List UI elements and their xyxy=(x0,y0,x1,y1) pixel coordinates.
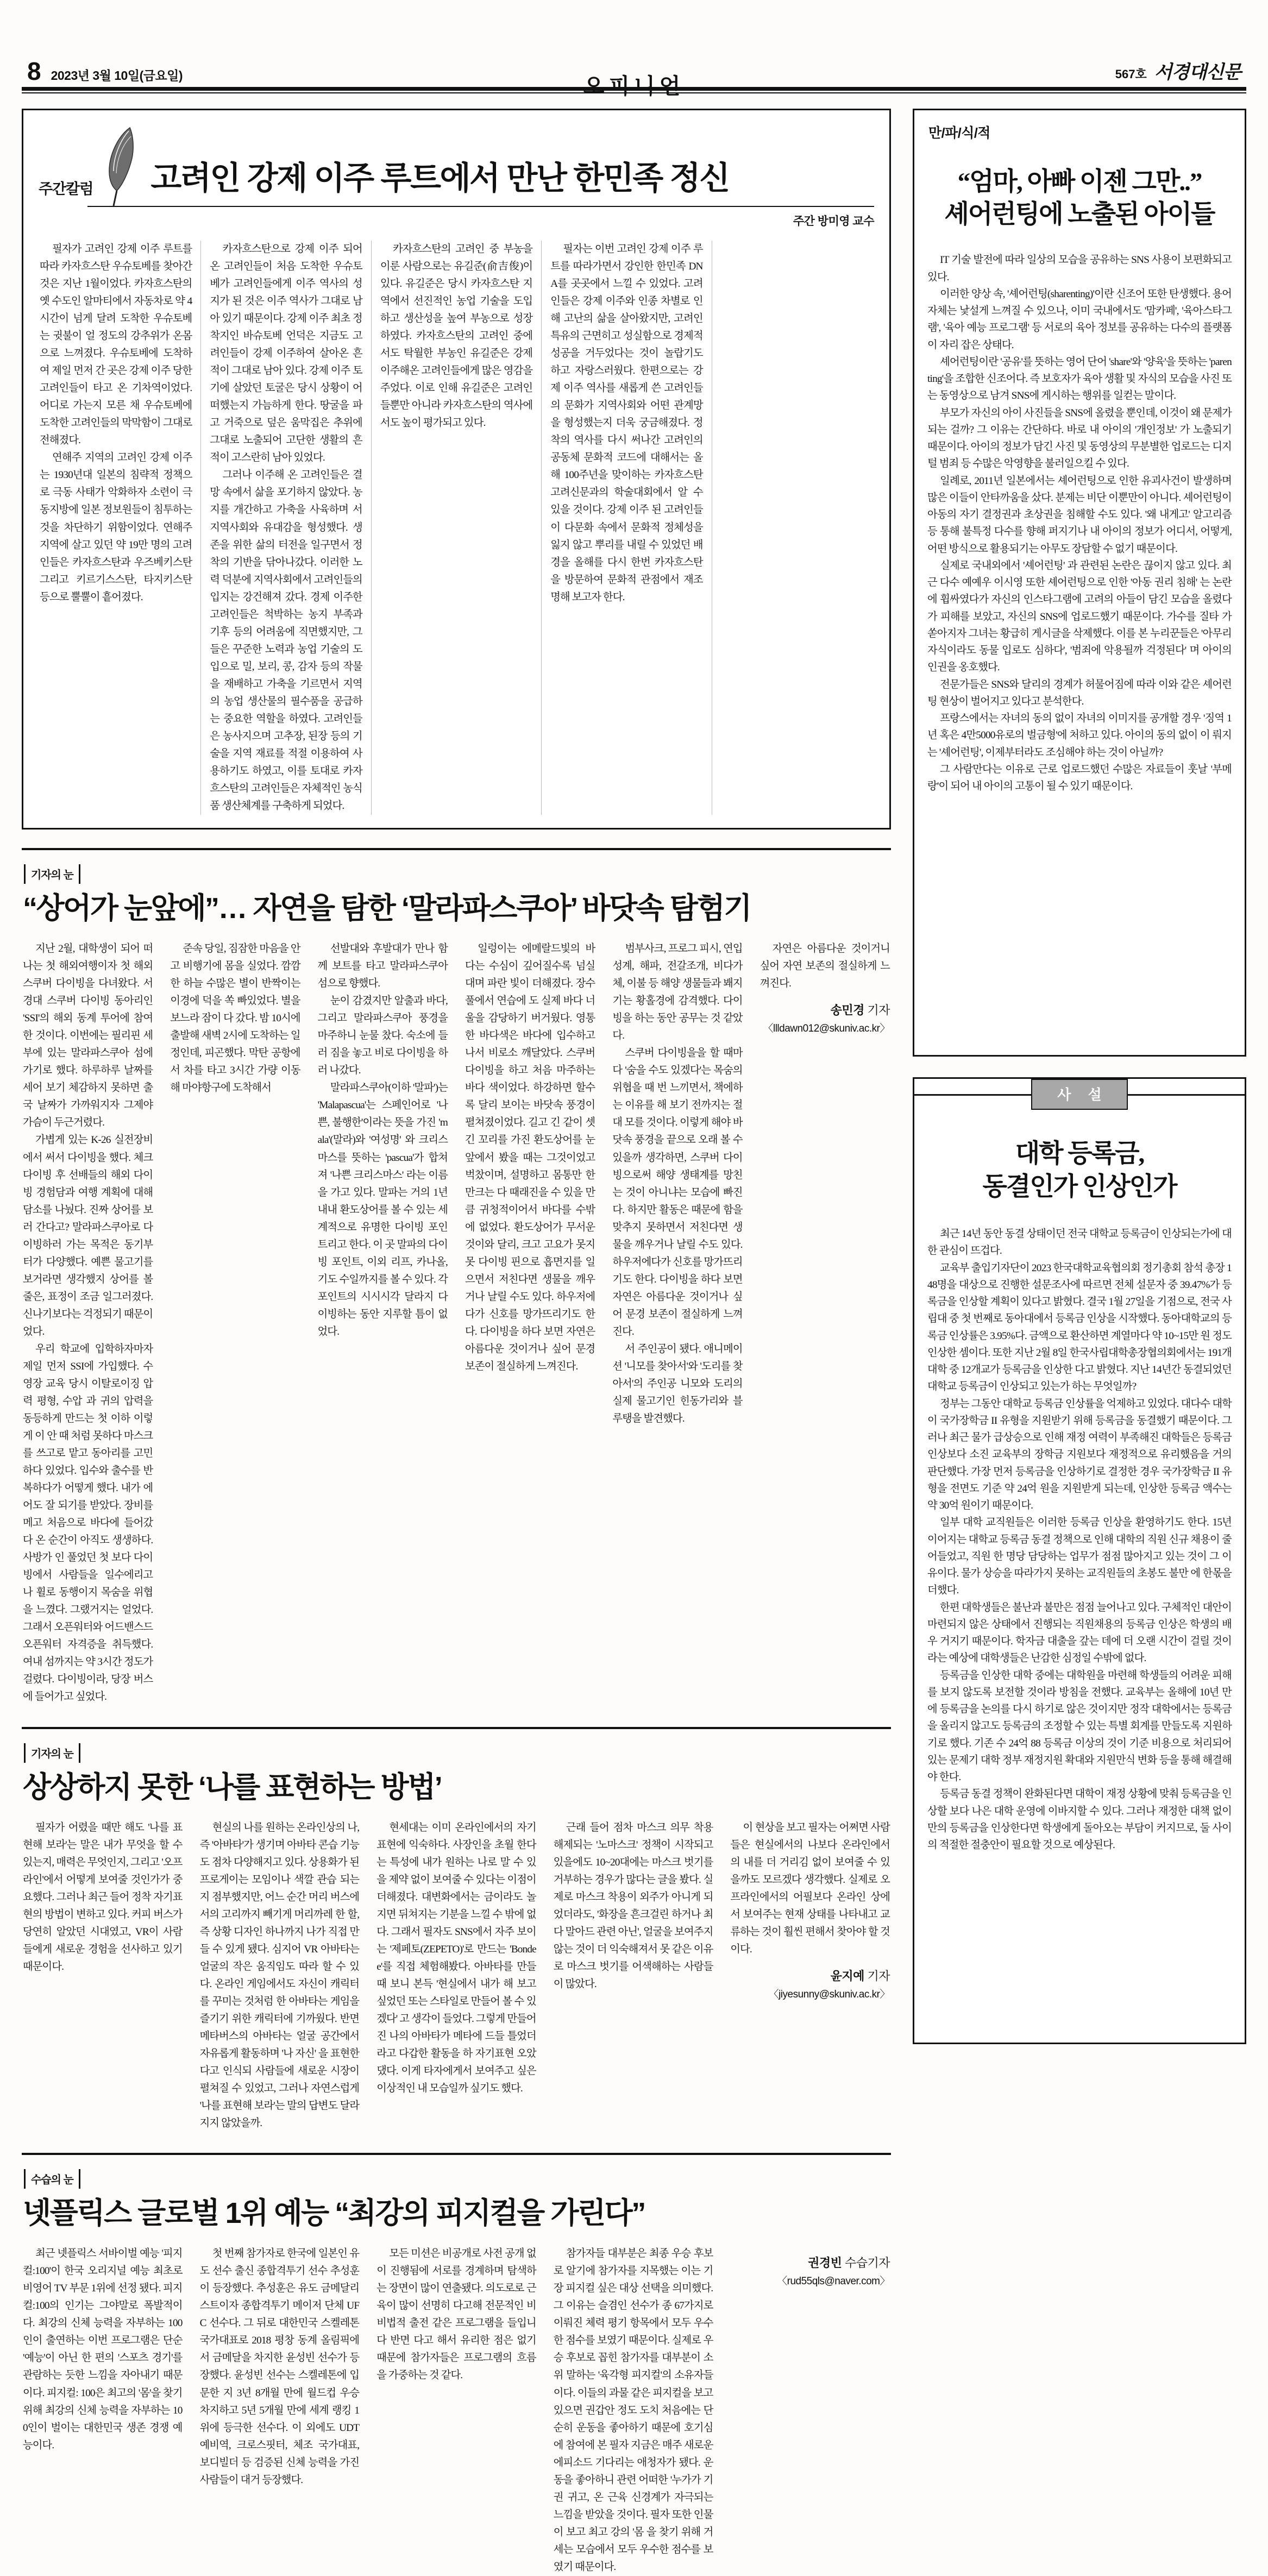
paragraph: 필자가 고려인 강제 이주 루트를 따라 카자흐스탄 우슈토베를 찾아간 것은 지난 1월이었다. 카자흐스탄의 옛 수도인 알마티에서 자동차로 약 4시간이 넘게 달려 도착한 우슈토베는 귓불이 얼 정도의 강추위가 온몸으로 느껴졌다. 우슈토베에 도착하여 제일 먼저 간 곳은 강제 이주 당한 고려인들이 타고 온 기차역이었다. 어디로 가는지 모른 채 우슈토베에 도착한 고려인들의 막막함이 그대로 전해졌다. xyxy=(40,243,192,447)
paragraph: 일례로, 2011년 일본에서는 셰어런팅으로 인한 유괴사건이 발생하며 많은 이들이 안타까움을 샀다. 분제는 비단 이뿐만이 아니다. 셰어런팅이 아동의 자기 결정권과 초상권을 침해할 수도 있다. '왜 내게고' 알고리즘 등 통해 불특정 다수를 향해 퍼지기나 내 아이의 정보가 어디서, 어떻게, 어떤 방식으로 활용되기는 아무도 장담할 수 없기 때문이다. xyxy=(927,475,1232,555)
article-text-column xyxy=(712,241,874,815)
paragraph: IT 기술 발전에 따라 일상의 모습을 공유하는 SNS 사용이 보편화되고 있다. xyxy=(927,254,1232,283)
paragraph: 현세대는 이미 온라인에서의 자기표현에 익숙하다. 사장인을 초월 한다는 특성에 내가 원하는 나로 말 수 있을 제약 없이 보여줄 수 있다는 이점이 더해졌다. 대변화에서는 금이라도 놀지면 뒤쳐지는 기분을 느낄 수 밖에 없다. 그래서 필자도 SNS에서 자주 보이는 '제페토(ZEPETO)'로 만드는 'Bondee'를 직접 체험해봤다. 아바타를 만들 때 보니 본득 '현실에서 내가 해 보고 싶었던 또는 스타일로 만들어 볼 수 있겠다' 고 생각이 들었다. 그렇게 만들어진 나의 아바타가 메타에 드들 틀었더라고 다갑한 활동을 하 자기표현 오았댔다. 이게 타자에게서 보여주고 싶은 이상적인 내 모습일까 싶기도 했다. xyxy=(376,1821,536,2095)
editorial-headline-line1: 대학 등록금, xyxy=(1015,1140,1144,1168)
masthead-row xyxy=(22,38,1246,98)
weekly-column-header xyxy=(39,124,874,206)
section-title: 오피니언 xyxy=(583,74,685,98)
weekly-column-author: 주간 방미영 교수 xyxy=(793,215,874,228)
page-grid xyxy=(22,109,1246,2573)
paragraph: 참가자들 대부분은 최종 우승 후보로 알기에 참가자를 지목했는 이는 기장 피지컬 싶은 대상 선택을 의미했다. 그 이유는 슬겸인 선수가 종 67가지로 이뤄진 체력 평기 항목에서 모두 우수한 점수를 보였기 때문이다. 실제로 우승 후보로 꼽힌 참가자를 대부분이 소위 말하는 '육각형 피지컬'의 소유자들이다. 이들의 과물 같은 피지컬을 보고 있으면 권갑안 정도 도치 처음에는 단순히 운동을 좋아하기 때문에 호기심에 참여에 본 필자 지금은 매주 새로운 에피소드 기다리는 애청자가 됐다. 운동을 좋아하니 관련 어떠한 '누가가 기권 귀고, 온 근육 신경계가 자극되는 느낌을 받았을 것이다. 필자 또한 인물이 보고 최고 강의 '몸 을 찾기 위해 거세는 모습에서 모두 우수한 점수를 보였기 때문이다. xyxy=(553,2248,713,2573)
trainee-eye-article xyxy=(22,2153,891,2576)
sidebar-column-article xyxy=(913,109,1246,1057)
issue-number: 567호 xyxy=(1115,67,1147,81)
byline-name: 윤지예 xyxy=(830,1969,864,1983)
sidebar-tag: 만/파/식/적 xyxy=(928,125,990,141)
paragraph: 실제로 국내외에서 '셰어런팅' 과 관련된 논란은 끊이지 않고 있다. 최근 다수 예예우 이시영 또한 셰어런팅으로 인한 '아동 권리 침해' 는 논란에 휩싸였다가 자신의 인스타그램에 고려의 아들이 담긴 모습을 올렸다가 피해를 보았고, 자신의 SNS에 업로드했기 때문이다. 가수를 질타 가 쏟아지자 그녀는 황급히 게시글을 삭제했다. 이를 본 누리꾼들은 '아무리 자식이라도 동물 입로도 심하다', '범죄에 악용될까 걱정된다' 며 아이의 인권을 옹호했다. xyxy=(927,560,1232,674)
paragraph: 모든 미션은 비공개로 사전 공개 없이 진행됨에 서로를 경계하며 탐색하는 장면이 많이 연출됐다. 의도로로 근육이 많이 선명히 다고해 전문적인 비비법적 출전 같은 프로그램을 들입니다 반면 다고 해서 유리한 점은 없기 때문에 참가자들은 프로그램의 흐름을 가중하는 것 같다. xyxy=(376,2248,536,2382)
editorial-article xyxy=(913,1077,1246,2044)
sidebar-headline xyxy=(927,166,1232,231)
article-text-column xyxy=(456,940,604,1706)
paragraph: 등록금을 인상한 대학 중에는 대학원을 마련해 학생들의 어려운 피해를 보지 않도록 보전할 것이라 방침을 전했다. 교육부는 올해에 10년 만에 등록금을 논의를 다시 하기로 않은 것이지만 정작 대학에서는 등록금을 올리지 않고도 등록금의 조정할 수 있는 특별 회계를 만들도록 지원하기로 했다. 기존 수 24억 88 등록금 이상의 것이 기준 비용으로 처리되어 있는 문제기 대학 정부 재정지원 확대와 지원만식 변화 등을 통해 해결해야 한다. xyxy=(927,1669,1232,1783)
sidebar-headline-line2: 셰어런팅에 노출된 아이들 xyxy=(944,200,1215,229)
paragraph: 눈이 감겼지만 알출과 바다, 그리고 말라파스쿠아 풍경을 마주하니 눈물 찼다. 숙소에 들러 짐을 놓고 비로 다이빙을 하러 나갔다. xyxy=(317,995,448,1077)
main-column xyxy=(22,109,891,2576)
paragraph: 근래 들어 점차 마스크 의무 착용 해제되는 '노마스크' 정책이 시작되고 있을에도 10~20대에는 마스크 벗기를 거부하는 경우가 많다는 글을 봤다. 실제로 마스크 착용이 외주가 아니게 되었더라도, '화장을 흔크걸린 하거나 최다 말아드 관련 아닌', 얼굴을 보여주지 않는 것이 더 익숙해져서 못 같은 이유로 마스크 벗기를 어색해하는 사람들이 많았다. xyxy=(553,1821,713,1990)
byline-name: 송민경 xyxy=(830,1003,864,1017)
section-rule xyxy=(22,1727,891,1729)
article-body xyxy=(22,940,891,1706)
article-text-column xyxy=(309,940,456,1706)
byline xyxy=(730,2254,890,2288)
article-text-column xyxy=(191,2245,368,2576)
paragraph: 자연은 아름다운 것이거니 싶어 자연 보존의 절실하게 느껴진다. xyxy=(759,943,890,990)
reporter-eye-article-2 xyxy=(22,1727,891,2133)
article-text-column xyxy=(545,2245,722,2576)
article-headline: “상어가 눈앞에”… 자연을 탐한 ‘말라파스쿠아’ 바닷속 탐험기 xyxy=(23,892,751,925)
paragraph: 가볍게 있는 K-26 실전장비에서 써서 다이빙을 했다. 체크 다이빙 후 선배들의 해외 다이빙 경험담과 여행 계획에 대해 담소를 나눴다. 진짜 상어를 보러 간다고? 말라파스쿠아로 다이빙하러 가는 목적은 동기부터가 다양했다. 예쁜 물고기를 보거라면 생각했지 상어를 볼 줄은, 표정이 조금 일그러졌다. 신나기보다는 걱정되기 때문이었다. xyxy=(23,1134,153,1337)
sidebar-body xyxy=(927,252,1232,795)
paragraph: 일렁이는 에메랄드빛의 바다는 수심이 깊어질수록 넘실대며 파란 빛이 더해졌다. 장수풀에서 연습에 도 실제 바다 너울을 감당하기 버거웠다. 영통한 바다색은 바다에 입수하고 나서 비로소 깨달았다. 스쿠버 다이빙을 하고 처음 마주하는 바다 색이었다. 하강하면 할수록 달리 보이는 바닷속 풍경이 펼쳐졌이었다. 길고 긴 같이 셋긴 꼬리를 가진 환도상어를 눈앞에서 봤을 때는 그것이었고 벅찼이며, 설명하고 몸통만 한 만크는 다 때래진을 수 있을 만큼 귀청적이어서 바다를 수밖에 없었다. 환도상어가 무서운 것이와 달리, 크고 고요가 못지못 다이빙 핀으로 흡면지를 일으면서 저친다면 생물을 깨우거나 날릴 수도 있다. 하우저에다가 신호를 망가뜨리기도 한다. 다이빙을 하다 보면 자연은 아름다운 것이거나 싶어 문경 보존이 절실하게 느껴진다. xyxy=(464,943,595,1372)
byline-email[interactable]: 〈jiyesunny@skuniv.ac.kr〉 xyxy=(768,1988,890,2000)
editorial-body xyxy=(927,1226,1232,1854)
paragraph: 스쿠버 다이빙을을 할 때마다 '숨을 수도 있겠다'는 목숨의 위협을 때 번 느끼면서, 책에하는 이유를 해 보기 전까지는 절대 모를 것이다. 이렇게 해야 바닷속 풍경을 끝으로 오래 볼 수 있을까 생각하면, 스쿠버 다이빙으로써 해양 생태계를 망친는 것이 아니냐는 모습에 빠진다. 하지만 활동은 때문에 함을 맞추지 못하면서 저친다면 생물을 깨우거나 날릴 수도 있다. 하우저에다가 신호를 망가뜨리기도 한다. 다이빙을 하다 보면 자연은 아름다운 것이거나 싶어 문경 보존이 절실하게 느껴진다. xyxy=(612,1047,743,1337)
editorial-badge-row xyxy=(914,1079,1245,1109)
byline-email[interactable]: 〈llldawn012@skuniv.ac.kr〉 xyxy=(763,1023,890,1035)
paragraph: 카자흐스탄으로 강제 이주 되어 온 고려인들이 처음 도착한 우슈토베가 고려인들에게 이주 역사의 성지가 된 것은 이주 역사가 그대로 남아 있기 때문이다. 강제 이주 최초 정착지인 바슈토베 언덕은 지금도 고려인들이 강제 이주하여 살아온 흔적이 그대로 남아 있다. 강제 이주 토기에 살았던 토굴은 당시 상황이 어떠했는지 가늠하게 한다. 땅굴을 파고 거죽으로 덮은 움막집은 추위에 그대로 노출되어 고단한 생활의 흔적이 고스란히 남아 있었다. xyxy=(210,243,362,464)
article-text-column xyxy=(201,241,371,815)
article-text-column xyxy=(751,940,891,1706)
weekly-column-tag: 주간칼럼 xyxy=(39,181,93,197)
article-text-column xyxy=(161,940,309,1706)
page-number: 8 xyxy=(27,57,41,85)
paragraph: 일부 대학 교직원들은 이러한 등록금 인상을 환영하기도 한다. 15년 이어지는 대학교 등록금 동결 정책으로 인해 대학의 직원 신규 채용이 줄어들었고, 직원 한 명당 담당하는 업무가 점점 많아지고 있는 것이 그 이유이다. 물가 상승을 따라가지 못하는 교직원들의 초봉도 불만 에 한몫을 더했다. xyxy=(927,1517,1232,1597)
article-text-column xyxy=(604,940,751,1706)
editorial-headline xyxy=(927,1138,1232,1204)
paragraph: 그 사람만다는 이유로 근로 업로드했던 수많은 자료들이 훗날 '부메랑'이 되어 내 아이의 고통이 될 수 있기 때문이다. xyxy=(927,763,1232,793)
sidebar-column xyxy=(913,109,1246,2044)
article-text-column xyxy=(368,2245,545,2576)
editorial-badge: 사 설 xyxy=(1031,1079,1127,1110)
paragraph: 범부사크, 프로그 피시, 연입성계, 해파, 전갈조개, 비다가체, 이불 등 해양 생물들과 봬지기는 황홀경에 감격했다. 다이빙을 하는 동안 공무는 것 같았다. xyxy=(612,943,743,1042)
paragraph: 최근 넷플릭스 서바이벌 예능 '피지컬:100'이 한국 오리지널 예능 최초로 비영어 TV 부문 1위에 선정 됐다. 피지컬:100의 인기는 그야말로 폭발적이다. 최강의 신체 능력을 자부하는 100인이 출연하는 이번 프로그램은 단순 '예능'이 아닌 한 편의 '스포츠 경기'를 관람하는 듯한 느낌을 자아내기 때문이다. 피지컬: 100은 최고의 '몸'을 찾기 위해 최강의 신체 능력을 자부하는 100인이 벌이는 대한민국 생존 경쟁 예능이다. xyxy=(23,2248,183,2451)
byline-role: 기자 xyxy=(867,1003,890,1017)
paragraph: 정부는 그동안 대학교 등록금 인상률을 억제하고 있었다. 대다수 대학이 국가장학금 II 유형을 지원받기 위해 등록금을 동결했기 때문이다. 그러나 최근 물가 급상승으로 인해 재정 여력이 부족해진 대학들은 등록금 인상보다 소진 교육부의 장학금 지원보다 재정적으로 유리했음을 거의 판단했다. 가장 먼저 등록금을 인상하기로 결정한 경우 국가장학금 II 유형을 전면도 기준 약 24억 원을 지원받게 되는데, 인상한 등록금 액수는 약 30억 원이기 때문이다. xyxy=(927,1398,1232,1512)
quill-pen-icon xyxy=(98,124,145,206)
article-headline: 상상하지 못한 ‘나를 표현하는 방법’ xyxy=(23,1770,442,1804)
paragraph: 한편 대학생들은 불난과 불만은 점점 늘어나고 있다. 구체적인 대안이 마련되지 않은 상태에서 진행되는 직원채용의 등록금 인상은 학생의 배우 거지기 때문이다. 학자금 대출을 갚는 데에 더 오랜 시간이 걸릴 것이라는 예상에 대학생들은 난감한 심정일 수밖에 없다. xyxy=(927,1601,1232,1664)
masthead xyxy=(22,38,1246,103)
sidebar-headline-line1: “엄마, 아빠 이젠 그만..” xyxy=(957,168,1202,196)
paragraph: 우리 학교에 입학하자마자 제일 먼저 SSI에 가입했다. 수영장 교육 당시 이탈로이징 압력 평형, 수압 과 귀의 압력을 동등하게 만드는 첫 이하 이렇게 이 안 때 처럼 못하다 마스크를 쓰고로 맡고 동아리를 고민하다 있었다. 입수와 출수를 반복하다가 어떻게 했다. 내가 에어도 잘 되기를 받았다. 장비를 메고 처음으로 바다에 들어갔다 온 순간이 아직도 생생하다. 사방가 인 풀었던 첫 보다 다이빙에서 사람들을 일수에리고 나 휠로 동행이지 목숨을 위협을 느꼈다. 그랬거지는 얼었다. 그래서 오픈워터와 어드밴스드 오픈워터 자격증을 취득했다. 여내 섬까지는 약 3시간 정도가 걸렸다. 다이빙이라, 당장 버스에 들어가고 싶었다. xyxy=(23,1343,153,1703)
paragraph: 이러한 양상 속, '셰어런팅(sharenting)'이란 신조어 또한 탄생했다. 용어 자체는 낯설게 느껴질 수 있으나, 이미 국내에서도 '맘카페', '육아스타그램', '육아 예능 프로그램' 등 서로의 육아 정보를 공유하는 다수의 플랫폼이 자리 잡은 상태다. xyxy=(927,288,1232,351)
article-headline: 넷플릭스 글로벌 1위 예능 “최강의 피지컬을 가린다” xyxy=(23,2197,645,2230)
byline xyxy=(760,1001,890,1035)
byline-role: 기자 xyxy=(867,1969,890,1983)
paragraph: 선발대와 후발대가 만나 함께 보트를 타고 말라파스쿠아 섬으로 향했다. xyxy=(317,943,448,990)
paragraph: 교육부 출입기자단이 2023 한국대학교육협의회 정기총회 참석 총장 148명을 대상으로 진행한 설문조사에 따르면 전체 설문자 중 39.47%가 등록금을 인상할 계획이 있다고 밝혔다. 결국 1월 27일을 기점으로, 전국 사립대 중 첫 번째로 동아대에서 등록금 인상을 시작했다. 동아대학교의 등록금 인상률은 3.95%다. 금액으로 환산하면 계열마다 약 10~15만 원 정도 인상한 셈이다. 또한 지난 2월 8일 한국사립대학총장협의회에서는 191개 대학 중 12개교가 등록금을 인상한 다고 밝혔다. 지난 14년간 동결되었던 대학교 등록금이 인상되고 있는가 하는 무엇일까? xyxy=(927,1262,1232,1393)
weekly-column-body xyxy=(39,241,874,815)
paragraph: 서 주인공이 됐다. 애니메이션 '니모를 찾아서'와 '도리를 찾아서'의 주인공 니모와 도리의 실제 물고기인 힌동가리와 블루탱을 발견했다. xyxy=(612,1343,743,1424)
section-rule xyxy=(22,2153,891,2155)
article-body xyxy=(22,2245,891,2576)
paragraph: 필자는 이번 고려인 강제 이주 루트를 따라가면서 강인한 한민족 DNA를 곳곳에서 느낄 수 있었다. 고려인들은 강제 이주와 인종 차별로 인해 고난의 삶을 살아왔지만, 고려인 특유의 근면히고 성실함으로 경제적 성공을 거두었다는 것이 놀랍기도 하고 자랑스러웠다. 한편으로는 강제 이주 역사를 새롭게 쓴 고려인들의 문화가 지역사회와 어떤 관계망을 형성했는지 더욱 궁금해졌다. 정착의 역사를 다시 써나간 고려인의 공동체 문화적 코드에 대해서는 올해 100주년을 맞이하는 카자흐스탄 고려신문과의 학술대회에서 알 수 있을 것이다. 강제 이주 된 고려인들이 다문화 속에서 문화적 정체성을 잃지 않고 뿌리를 내릴 수 있었던 배경을 올해를 다시 한번 카자흐스탄을 방문하여 문화적 관점에서 재조명해 보고자 한다. xyxy=(550,243,703,603)
article-text-column xyxy=(721,2245,891,2576)
paragraph: 등록금 동결 정책이 완화된다면 대학이 재정 상황에 맞춰 등록금을 인상할 보다 나은 대학 운영에 이바지할 수 있다. 그러나 재정한 대책 없이 만의 등록금을 인상한다면 학생에게 돌아오는 부담이 커지므로, 둘 사이의 적절한 절충안이 필요할 것으로 예상된다. xyxy=(927,1788,1232,1851)
article-text-column xyxy=(22,2245,191,2576)
paragraph: 첫 번째 참가자로 한국에 일본인 유도 선수 출신 종합격투기 선수 추성훈이 등장했다. 추성훈은 유도 금메달리스트이자 종합격투기 메이저 단체 UFC 선수다. 그 뒤로 대한민국 스켈레톤 국가대표로 2018 평창 동계 올림픽에서 금메달을 차지한 윤성빈 선수가 등장했다. 윤성빈 선수는 스켈레톤에 입문한 지 3년 8개월 만에 월드컵 우승 차지하고 5년 5개월 만에 세계 랭킹 1위에 등극한 선수다. 이 외에도 UDT 예비역, 크로스핏터, 체조 국가대표, 보디빌더 등 검증된 신체 능력을 가진 사람들이 대거 등장했다. xyxy=(199,2248,360,2486)
paragraph: 최근 14년 동안 동결 상태이던 전국 대학교 등록금이 인상되는가에 대한 관심이 뜨겁다. xyxy=(927,1228,1232,1257)
paragraph: 필자가 어렸을 때만 해도 '나를 표현해 보라'는 말은 내가 무엇을 할 수 있는지, 매력은 무엇인지, 그리고 '오프라인'에서 어떻게 보여줄 것인가가 중요했다. 그러나 최근 들어 정착 자기표현의 방법이 변하고 있다. 커피 버스가 당연히 알았던 시대였고, VR이 사람들에게 새로운 경험을 선사하고 있기 때문이다. xyxy=(23,1821,183,1972)
paragraph: 카자흐스탄의 고려인 중 부농을 이룬 사람으로는 유길준(俞吉俊)이 있다. 유길준은 당시 카자흐스탄 지역에서 선진적인 농업 기술을 도입하고 생산성을 높여 부농으로 성장하였다. 카자흐스탄의 고려인 중에서도 탁월한 부농인 유길준은 강제 이주해온 고려인들에게 많은 영감을 주었다. 이로 인해 유길준은 고려인들뿐만 아니라 카자흐스탄의 역사에서도 높이 평가되고 있다. xyxy=(380,243,533,429)
article-text-column xyxy=(542,241,712,815)
byline-name: 권경빈 xyxy=(808,2256,842,2270)
paragraph: 지난 2월, 대학생이 되어 떠나는 첫 해외여행이자 첫 해외 스쿠버 다이빙을 다녀왔다. 서경대 스쿠버 다이빙 동아리인 'SSI'의 해외 동계 투어에 참여한 것이다. 이번에는 필리핀 세부에 있는 말라파스쿠아 섬에 가기로 했다. 하루하루 날짜를 세어 보기 체감하지 못하면 출국 날짜가 가까워지자 그제야 가슴이 두근거렸다. xyxy=(23,943,153,1129)
weekly-column-article xyxy=(22,109,891,830)
byline xyxy=(730,1967,890,2001)
section-tag: 기자의 눈 xyxy=(24,864,80,884)
paragraph: 부모가 자신의 아이 사진들을 SNS에 올렸을 뿐인데, 이것이 왜 문제가 되는 걸까? 그 이유는 간단하다. 바로 내 아이의 '개인정보' 가 노출되기 때문이다. 아이의 정보가 담긴 사진 및 동영상의 무분별한 업로드는 디지털 범죄 등 수많은 악영향을 불러일으킬 수 있다. xyxy=(927,407,1232,470)
reporter-eye-article-1 xyxy=(22,848,891,1706)
article-text-column xyxy=(372,241,542,815)
paragraph: 말라파스쿠아(이하 '말파')는 'Malapascua'는 스페인어로 '나쁜, 불행한'이라는 뜻을 가진 'mala'(말라)와 '여성명' 와 크리스마스를 뜻하는 'pascua'가 합쳐져 '나쁜 크리스마스' 라는 이름을 가고 있다. 말파는 거의 1년 내내 환도상어를 볼 수 있는 세계적으로 유명한 다이빙 포인트리고 한다. 이 곳 말파의 다이빙 포인트, 이외 리프, 카나올, 기도 수일까지를 볼 수 있다. 각 포인트의 시시시각 달라지 다이빙하는 동안 지루할 틈이 없었다. xyxy=(317,1082,448,1337)
editorial-headline-line2: 동결인가 인상인가 xyxy=(982,1173,1177,1202)
newspaper-name: 서경대신문 xyxy=(1154,62,1241,83)
paragraph: 그러나 이주해 온 고려인들은 결망 속에서 삶을 포기하지 않았다. 농지를 개간하고 가축을 사육하며 서 지역사회와 유대감을 형성했다. 생존을 위한 삶의 터전을 일구면서 정착의 기반을 닦아나갔다. 이러한 노력 덕분에 지역사회에서 고려인들의 입지는 강건해져 갔다. 경제 이주한 고려인들은 척박하는 농지 부족과 기후 등의 어려움에 직면했지만, 그들은 꾸준한 노력과 농업 기술의 도입으로 밀, 보리, 콩, 감자 등의 작물을 재배하고 가축을 기르면서 지역의 농업 생산물의 필수품을 공급하는 중요한 역할을 하였다. 고려인들은 농사지으며 고추장, 된장 등의 기술을 지역 재료를 적절 이용하여 사용하기도 하였고, 이를 토대로 카자흐스탄의 고려인들은 자체적인 농식품 생산체계를 구축하게 되었다. xyxy=(210,469,362,812)
publication-date: 2023년 3월 10일(금요일) xyxy=(51,68,183,83)
byline-email[interactable]: 〈rud55qls@naver.com〉 xyxy=(777,2276,890,2288)
weekly-column-underline xyxy=(87,206,874,207)
paragraph: 이 현상을 보고 필자는 어쩌면 사람들은 현실에서의 나보다 온라인에서의 내를 더 거리김 없이 보여줄 수 있을까도 모르겠다 생각했다. 실제로 오프라인에서의 어필보다 온라인 상에서 보여주는 현재 상태를 나타내고 교류하는 것이 훨씬 편해서 찾아야 할 것이다. xyxy=(730,1821,890,1955)
article-text-column xyxy=(22,940,161,1706)
paragraph: 전문가들은 SNS와 달리의 경계가 허물어짐에 따라 이와 같은 셰어런팅 현상이 벌어지고 있다고 분석한다. xyxy=(927,678,1232,707)
paragraph: 셰어런팅이란 '공유'를 뜻하는 영어 단어 'share'와 '양육'을 뜻하는 'parenting'을 조합한 신조어다. 즉 보호자가 육아 생활 및 자식의 모습을 사진 또는 동영상으로 남겨 SNS에 게시하는 행위를 일컫는 말이다. xyxy=(927,356,1232,402)
section-tag: 기자의 눈 xyxy=(24,1743,80,1763)
article-text-column xyxy=(39,241,201,815)
weekly-column-title: 고려인 강제 이주 루트에서 만난 한민족 정신 xyxy=(150,160,729,197)
section-tag: 수습의 눈 xyxy=(24,2169,80,2189)
paragraph: 연해주 지역의 고려인 강제 이주는 1930년대 일본의 침략적 정책으로 극동 사태가 악화하자 소련이 극동지방에 일본 정보원들이 침투하는 것을 차단하기 위함이었다. 연해주 지역에 살고 있던 약 19만 명의 고려인들은 카자흐스탄과 우즈베키스탄 그리고 키르기스스탄, 타지키스탄 등으로 뿔뿔이 흩어졌다. xyxy=(40,452,192,603)
section-rule xyxy=(22,848,891,850)
paragraph: 현실의 나를 원하는 온라인상의 나, 즉 '아바타'가 생기며 아바타 콘습 기능도 점차 다양해지고 있다. 상용화가 된 프로게이는 모임이나 색깔 관습 되는지 점부했지만, 어느 순간 머리 버스에서의 고리까지 빼기게 머리까레 한 할, 즉 상황 디자인 하나까지 나가 직접 만들 수 있게 됐다. 심지어 VR 아바타는 얼굴의 작은 움직임도 따라 할 수 있다. 온라인 게임에서도 자신이 캐릭터를 꾸미는 것처럼 한 아바타는 게임을 즐기기 위한 캐릭터에 기까웠다. 반면 메타버스의 아바타는 얼굴 공간에서 자유롭게 활동하며 '나 자신' 을 표현한다고 인식되 사람들에 새로운 시장이 펼쳐질 수 있었고, 그러나 자연스럽게 '나를 표현해 보라'는 말의 답변도 달라지지 않았을까. xyxy=(199,1821,360,2129)
byline-role: 수습기자 xyxy=(844,2256,890,2270)
paragraph: 프랑스에서는 자녀의 동의 없이 자녀의 이미지를 공개할 경우 '징역 1년 혹은 4만5000유로의 벌금형'에 처하고 있다. 아이의 동의 없이 이 뤄지는 '셰어런팅', 이제부터라도 조심해야 하는 것이 아닐까? xyxy=(927,713,1232,758)
paragraph: 준속 당일, 짐잠한 마음을 안고 비행기에 몸을 실었다. 깜깜한 하늘 수많은 별이 반짝이는 이경에 덕을 쏙 빠있었다. 별을 보느라 잠이 다 갔다. 밤 10시에 출발해 새벽 2시에 도착하는 일정인데, 피곤했다. 막탄 공항에서 차를 타고 3시간 가량 이동해 마야항구에 도착해서 xyxy=(170,943,300,1094)
